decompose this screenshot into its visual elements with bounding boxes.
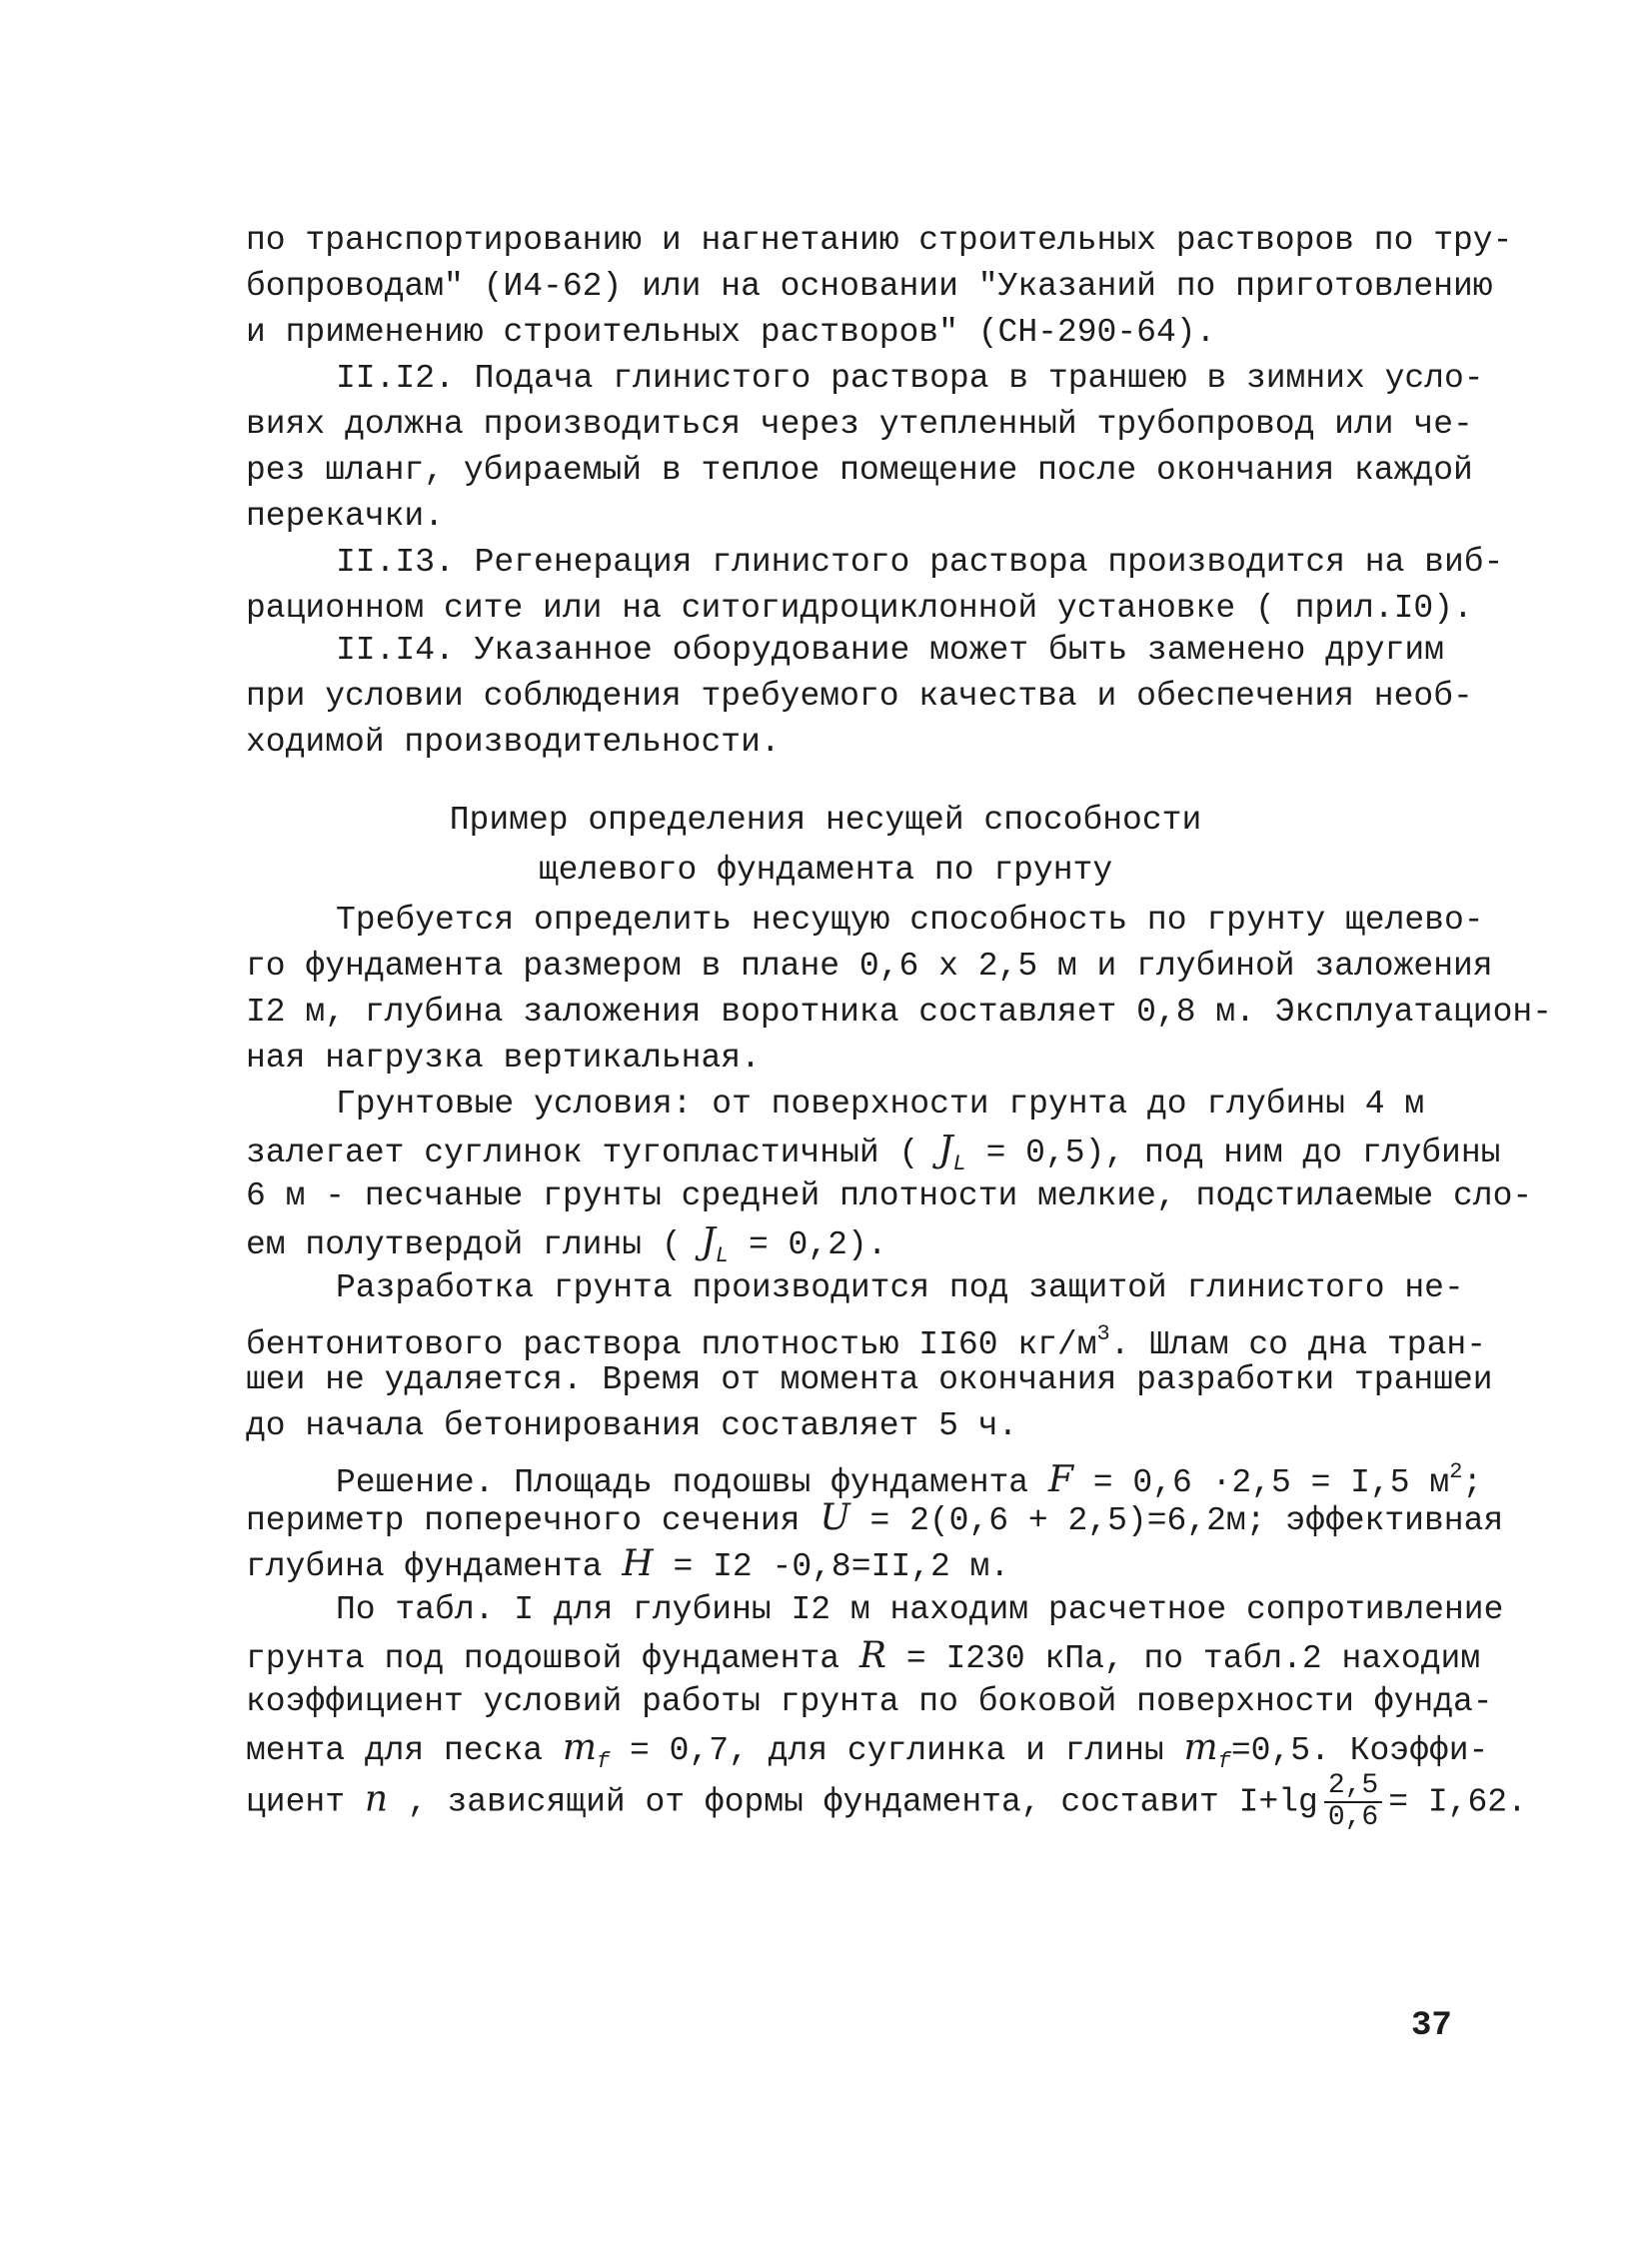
paragraph-11-12 — [246, 356, 1484, 540]
formula-symbol: H — [622, 1543, 654, 1584]
text-line: мента для песка $m_f = 0,7$, для суглинка и глины $m_f=0,5$. Коэффи- — [246, 1727, 1489, 1774]
text-line: глубина фундамента H = I2 -0,8=II,2 м. — [246, 1543, 1010, 1585]
paragraph-continuation — [246, 218, 1513, 356]
paragraph-11-14 — [246, 628, 1473, 766]
formula-symbol: J — [938, 1129, 953, 1170]
text-line: при условии соблюдения требуемого качества и обеспечения необ- — [246, 678, 1473, 715]
text-line: бопроводам" (И4-62) или на основании "Указаний по приготовлению — [246, 268, 1493, 305]
text-line: по транспортированию и нагнетанию строительных растворов по тру- — [246, 222, 1513, 259]
paragraph-solution — [246, 1449, 1504, 1587]
text-line: II.I4. Указанное оборудование может быть заменено другим — [336, 632, 1444, 669]
text-line: и применению строительных растворов" (СН-290-64). — [246, 314, 1216, 351]
text-line: циент n , зависящий от формы фундамента, составит I+lg $\frac{2,5}{0,6}$ = I,62. — [246, 1770, 1527, 1833]
text-line: ная нагрузка вертикальная. — [246, 1040, 761, 1077]
text-line: Разработка грунта производится под защитой глинистого не- — [336, 1269, 1464, 1306]
fraction: $\frac{2,5}{0,6}$ — [1324, 1771, 1382, 1833]
paragraph-problem — [246, 898, 1553, 1082]
text-line: шеи не удаляется. Время от момента окончания разработки траншеи — [246, 1361, 1493, 1398]
paragraph-soil-conditions — [246, 1082, 1533, 1268]
text-line: По табл. I для глубины I2 м находим расчетное сопротивление — [336, 1591, 1504, 1628]
formula-symbol: m — [562, 1727, 598, 1768]
paragraph-11-13 — [246, 540, 1504, 632]
text-line: ходимой производительности. — [246, 724, 781, 761]
text-line: виях должна производиться через утепленный трубопровод или че- — [246, 406, 1473, 443]
text-line: ем полутвердой глины ( $J_L = 0,2$). — [246, 1221, 887, 1268]
text-line: го фундамента размером в плане 0,6 х 2,5 м и глубиной заложения — [246, 948, 1493, 985]
text-line: I2 м, глубина заложения воротника составляет 0,8 м. Эксплуатацион- — [246, 994, 1553, 1031]
section-heading — [246, 796, 1405, 896]
text-line: бентонитового раствора плотностью II60 $кг/м^3$. Шлам со дна тран- — [246, 1321, 1487, 1363]
text-line: Грунтовые условия: от поверхности грунта до глубины 4 м — [336, 1086, 1425, 1122]
formula-symbol: n — [364, 1778, 389, 1820]
text-line: Требуется определить несущую способность по грунту щелево- — [336, 902, 1484, 939]
text-line: Решение. Площадь подошвы фундамента F = 0,6 ·2,5 = I,5 $м^2$; — [336, 1459, 1483, 1501]
text-line: II.I2. Подача глинистого раствора в траншею в зимних усло- — [336, 360, 1484, 397]
text-line: залегает суглинок тугопластичный ( $J_L = 0,5$), под ним до глубины — [246, 1129, 1501, 1176]
text-line: II.I3. Регенерация глинистого раствора производится на виб- — [336, 544, 1504, 581]
heading-line: Пример определения несущей способности — [449, 802, 1202, 839]
paragraph-table-lookup — [246, 1587, 1527, 1833]
text-line: грунта под подошвой фундамента R = I230 кПа, по табл.2 находим — [246, 1635, 1481, 1677]
formula-symbol: F — [1047, 1459, 1073, 1500]
text-line: рез шланг, убираемый в теплое помещение после окончания каждой — [246, 452, 1473, 489]
paragraph-excavation — [246, 1265, 1493, 1449]
text-line: перекачки. — [246, 498, 445, 535]
formula-symbol: m — [1183, 1727, 1218, 1768]
text-line: периметр поперечного сечения U = 2(0,6 + 2,5)=6,2м; эффективная — [246, 1497, 1504, 1539]
heading-line: щелевого фундамента по грунту — [538, 852, 1113, 889]
formula-symbol: U — [820, 1497, 850, 1538]
page-number: 37 — [1411, 2007, 1452, 2045]
text-line: рационном сите или на ситогидроциклонной установке ( прил.I0). — [246, 590, 1473, 627]
formula-symbol: R — [858, 1635, 887, 1676]
text-line: 6 м - песчаные грунты средней плотности мелкие, подстилаемые сло- — [246, 1177, 1533, 1214]
text-line: коэффициент условий работы грунта по боковой поверхности фунда- — [246, 1683, 1493, 1720]
text-line: до начала бетонирования составляет 5 ч. — [246, 1407, 1018, 1444]
formula-symbol: J — [701, 1221, 716, 1262]
